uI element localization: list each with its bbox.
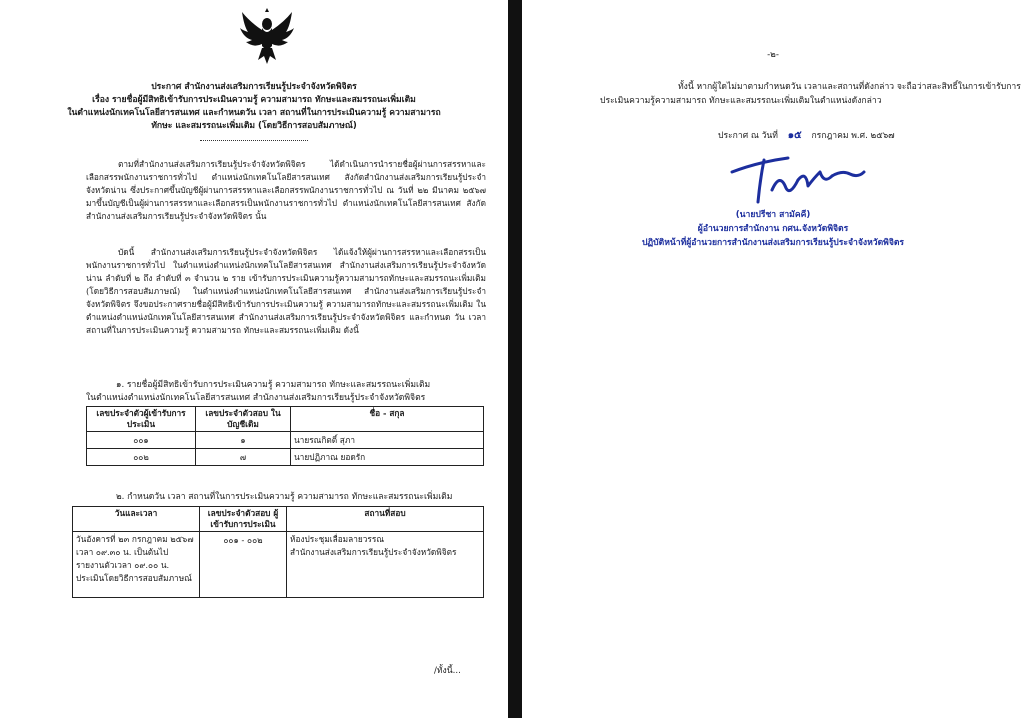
section-2-heading: ๒. กำหนดวัน เวลา สถานที่ในการประเมินความรู้ ความสามารถ ทักษะและสมรรถนะเพิ่มเติม [116,492,453,502]
paragraph-2: บัดนี้ สำนักงานส่งเสริมการเรียนรู้ประจำจังหวัดพิจิตร ได้แจ้งให้ผู้ผ่านการสรรหาและเลือกสรรเป็นพนักงานราชการทั่วไป ในตำแหน่งตำแหน่งนักเทคโนโลยีสารสนเทศ สำนักงานส่งเสริมการเรียนรู้ประจำจังหวัดน่าน ลำดับที่ ๒ ถึง ลำดับที่ ๓ จำนวน ๒ ราย เข้ารับการประเมินความรู้ความสามารถทักษะและสมรรถนะเพิ่มเติม (โดยวิธีการสอบสัมภาษณ์) ในตำแหน่งตำแหน่งนักเทคโนโลยีสารสนเทศ สำนักงานส่งเสริมการเรียนรู้ประจำจังหวัดพิจิตร จึงขอประกาศรายชื่อผู้มีสิทธิเข้ารับการประเมินความรู้ ความสามารถทักษะและสมรรถนะเพิ่มเติม ในตำแหน่งตำแหน่งนักเทคโนโลยีสารสนเทศ สำนักงานส่งเสริมการเรียนรู้ประจำจังหวัดพิจิตร และกำหนด วัน เวลา สถานที่ในการประเมินความรู้ ความสามารถ ทักษะและสมรรถนะเพิ่มเติม ดังนี้ [86,247,486,335]
column-header-applicant-id: เลขประจำตัวผู้เข้ารับการ ประเมิน [87,407,196,432]
signer-title: ผู้อำนวยการสำนักงาน กศน.จังหวัดพิจิตร [697,224,849,234]
column-header-name: ชื่อ - สกุล [291,407,484,432]
subject-line-3: ทักษะ และสมรรถนะเพิ่มเติม (โดยวิธีการสอบสัมภาษณ์) [151,121,357,131]
signature-icon [728,150,868,210]
old-id: ๗ [196,449,291,466]
location-room: ห้องประชุมเลื่อมลายวรรณ [290,534,385,544]
section-1-subheading: ในตำแหน่งตำแหน่งนักเทคโนโลยีสารสนเทศ สำนักงานส่งเสริมการเรียนรู้ประจำจังหวัดพิจิตร [86,393,426,403]
schedule-method: ประเมินโดยวิธีการสอบสัมภาษณ์ [76,573,192,583]
table-row [73,532,484,598]
candidates-table [86,406,484,466]
applicant-id: ๐๐๑ [87,432,196,449]
schedule-location-cell [287,532,484,598]
garuda-emblem-icon [238,8,296,66]
subject-line-1: เรื่อง รายชื่อผู้มีสิทธิเข้ารับการประเมินความรู้ ความสามารถ ทักษะและสมรรถนะเพิ่มเติม [92,95,416,105]
announce-prefix: ประกาศ ณ วันที่ [718,131,778,141]
signer-name: (นายปรีชา สามัคคี) [735,210,811,220]
applicant-name: นายปฏิภาณ ยอดรัก [291,449,484,466]
schedule-exam-ids: ๐๐๑ - ๐๐๒ [200,532,287,598]
schedule-start-time: เวลา ๐๙.๓๐ น. เป็นต้นไป [76,547,169,557]
page-gutter [508,0,522,718]
schedule-date: วันอังคารที่ ๒๓ กรกฎาคม ๒๕๖๗ [76,534,194,544]
schedule-date-cell [73,532,200,598]
continuation-marker: /ทั้งนี้... [434,666,461,676]
schedule-table [72,506,484,598]
subject-line-2: ในตำแหน่งนักเทคโนโลยีสารสนเทศ และกำหนดวัน เวลา สถานที่ในการประเมินความรู้ ความสามารถ [67,108,441,118]
page-number: -๒- [767,50,779,60]
document-page-2 [522,0,1024,718]
announcement-date [718,130,895,142]
title-divider [200,140,308,141]
announce-day: ๑๕ [787,130,802,141]
table-row [87,449,484,466]
announce-suffix: กรกฎาคม พ.ศ. ๒๕๖๗ [811,131,895,141]
closing-paragraph-line-1: ทั้งนี้ หากผู้ใดไม่มาตามกำหนดวัน เวลาและสถานที่ดังกล่าว จะถือว่าสละสิทธิ์ในการเข้ารับการ [678,82,1021,92]
column-header-date-time: วันและเวลา [73,507,200,532]
document-page-1 [0,0,508,718]
announcement-title: ประกาศ สำนักงานส่งเสริมการเรียนรู้ประจำจังหวัดพิจิตร [151,82,357,92]
column-header-location: สถานที่สอบ [287,507,484,532]
old-id: ๑ [196,432,291,449]
column-header-old-id: เลขประจำตัวสอบ ในบัญชีเดิม [196,407,291,432]
applicant-name: นายรณกิตติ์ สุภา [291,432,484,449]
column-header-exam-id: เลขประจำตัวสอบ ผู้เข้ารับการประเมิน [200,507,287,532]
location-office: สำนักงานส่งเสริมการเรียนรู้ประจำจังหวัดพิจิตร [290,547,457,557]
section-1-heading: ๑. รายชื่อผู้มีสิทธิเข้ารับการประเมินความรู้ ความสามารถ ทักษะและสมรรถนะเพิ่มเติม [116,380,431,390]
table-row [87,432,484,449]
paragraph-1: ตามที่สำนักงานส่งเสริมการเรียนรู้ประจำจังหวัดพิจิตร ได้ดำเนินการนำรายชื่อผู้ผ่านการสรรหาและเลือกสรรพนักงานราชการทั่วไป ตำแหน่งนักเทคโนโลยีสารสนเทศ สังกัดสำนักงานส่งเสริมการเรียนรู้ประจำจังหวัดน่าน ซึ่งประกาศขึ้นบัญชีผู้ผ่านการสรรหาและเลือกสรรพนักงานราชการทั่วไป ณ วันที่ ๒๒ มีนาคม ๒๕๖๗ มาขึ้นบัญชีเป็นผู้ผ่านการสรรหาและเลือกสรรเป็นพนักงานราชการทั่วไป ตำแหน่งนักเทคโนโลยีสารสนเทศ สังกัดสำนักงานส่งเสริมการเรียนรู้ประจำจังหวัดพิจิตร นั้น [86,159,486,221]
applicant-id: ๐๐๒ [87,449,196,466]
closing-paragraph-line-2: ประเมินความรู้ความสามารถ ทักษะและสมรรถนะเพิ่มเติมในตำแหน่งดังกล่าว [600,96,882,106]
schedule-report-time: รายงานตัวเวลา ๐๙.๐๐ น. [76,560,170,570]
signer-acting-title: ปฏิบัติหน้าที่ผู้อำนวยการสำนักงานส่งเสริมการเรียนรู้ประจำจังหวัดพิจิตร [641,238,905,248]
